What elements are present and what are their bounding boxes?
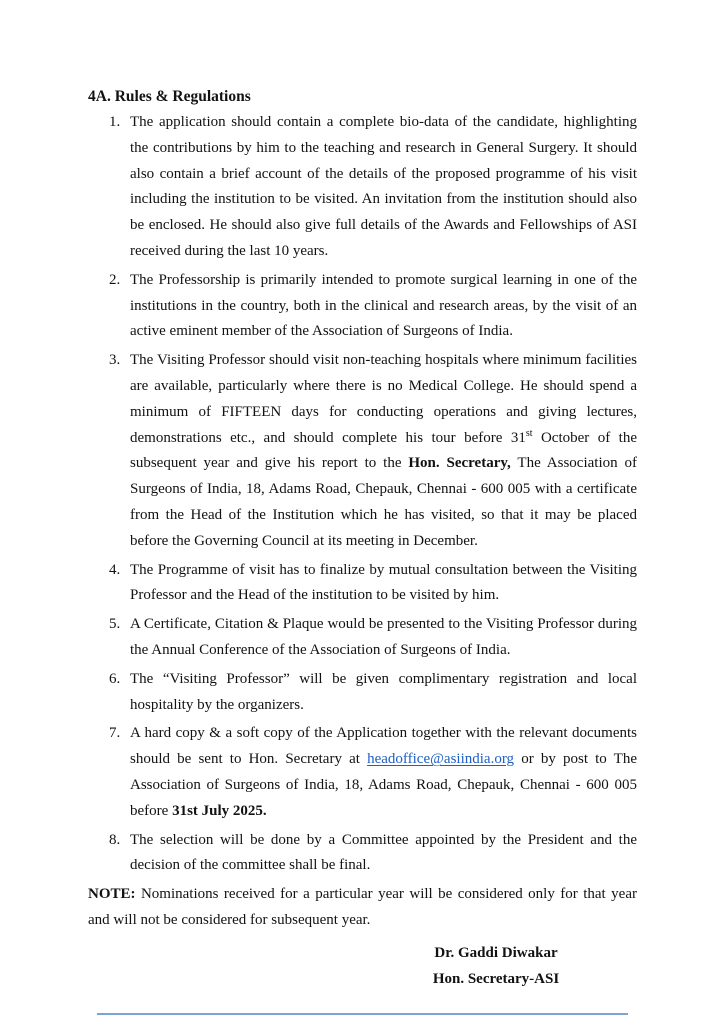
signatory-name: Dr. Gaddi Diwakar — [434, 944, 558, 961]
signature-block — [401, 940, 591, 992]
note-text: Nominations received for a particular year will be considered only for that year and will not be considered for subsequent year. — [88, 886, 637, 928]
rule-number: 4. — [109, 561, 121, 578]
email-link[interactable]: headoffice@asiindia.org — [367, 751, 515, 768]
rule-text-segment: The Association of Surgeons of India, 18, Adams Road, Chepauk, Chennai - 600 005 with a certificate from the Head of the Institution which he has visited, so that it may be placed before the Governing Council at its meeting in December. — [130, 455, 637, 549]
rule-text — [130, 671, 637, 713]
rule-text-segment: The Programme of visit has to finalize by mutual consultation between the Visiting Professor and the Head of the institution to be visited by him. — [130, 561, 637, 604]
rule-text-segment: The Professorship is primarily intended to promote surgical learning in one of the institutions in the country, both in the clinical and research areas, by the visit of an active eminent member of the Association of Surgeons of India. — [130, 271, 637, 340]
rule-text — [130, 114, 637, 259]
rule-number: 8. — [109, 831, 121, 848]
rule-number: 7. — [109, 725, 121, 742]
rule-text-segment: A hard copy & a soft copy of the Application together with the relevant documents should be sent to Hon. Secretary at — [130, 725, 637, 768]
rule-item — [88, 348, 637, 554]
rule-item — [88, 612, 637, 664]
rule-text-segment: The “Visiting Professor” will be given complimentary registration and local hospitality by the organizers. — [130, 670, 637, 713]
rule-item — [88, 268, 637, 345]
rule-text — [130, 725, 637, 818]
rule-item — [88, 667, 637, 719]
footer-rule — [97, 1013, 628, 1015]
rule-text-segment: The selection will be done by a Committee appointed by the President and the decision of the committee shall be final. — [130, 831, 637, 874]
signatory-title: Hon. Secretary-ASI — [432, 970, 560, 987]
rule-text — [130, 352, 637, 549]
rule-number: 5. — [109, 616, 121, 633]
rule-number: 6. — [109, 670, 121, 687]
rule-text-segment: The Visiting Professor should visit non-teaching hospitals where minimum facilities are available, particularly where there is no Medical College. He should spend a minimum of FIFTEEN days for conducting operations and giving lectures, demonstrations etc., and should complete his tour before 31 — [130, 352, 637, 446]
rule-item — [88, 828, 637, 880]
rule-text-segment: or by post to The Association of Surgeons of India, 18, Adams Road, Chepauk, Chennai - 600 005 before — [130, 751, 638, 819]
note-paragraph — [88, 882, 637, 934]
rule-item — [88, 558, 637, 610]
note-label: NOTE: — [88, 886, 136, 903]
rule-number: 3. — [109, 352, 121, 369]
section-heading: 4A. Rules & Regulations — [88, 88, 251, 105]
rule-text-segment: A Certificate, Citation & Plaque would be presented to the Visiting Professor during the Annual Conference of the Association of Surgeons of India. — [130, 616, 637, 658]
rule-text-segment: Hon. Secretary, — [408, 455, 511, 472]
rule-text — [130, 616, 637, 658]
rule-number: 1. — [109, 114, 121, 130]
rule-text — [130, 832, 637, 874]
rules-list — [88, 110, 637, 879]
rule-item — [88, 110, 637, 265]
rule-number: 2. — [109, 271, 121, 288]
rule-text-segment: October of the subsequent year and give his report to the — [130, 429, 637, 472]
ordinal-suffix: st — [525, 427, 533, 439]
rule-text-segment: 31st July 2025. — [172, 802, 267, 819]
rule-item — [88, 721, 637, 824]
rule-text — [130, 562, 637, 604]
rule-text-segment: The application should contain a complete bio-data of the candidate, highlighting the contributions by him to the teaching and research in General Surgery. It should also contain a brief account of the details of the proposed programme of his visit including the institution to be visited. An invitation from the institution should also be enclosed. He should also give full details of the Awards and Fellowships of ASI received during the last 10 years. — [130, 114, 637, 259]
rule-text — [130, 272, 637, 340]
